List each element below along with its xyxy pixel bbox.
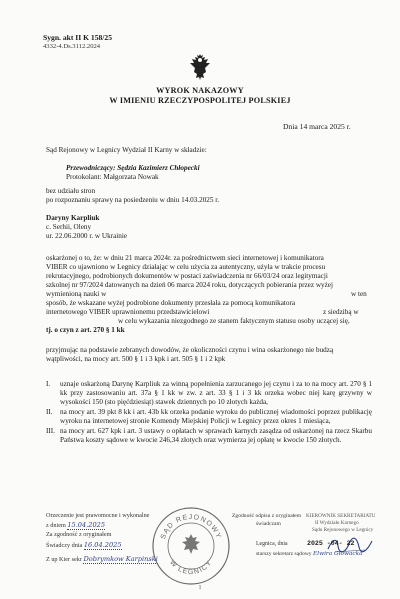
charge-line: oskarżonej o to, że: w dniu 21 marca 2024r. za pośrednictwem sieci internetowej i komunikatora: [46, 254, 324, 262]
hearing-line: po rozpoznaniu sprawy na posiedzeniu w dniu 14.03.2025 r.: [46, 196, 220, 204]
validity-date-handwritten: 15.04.2025: [67, 521, 106, 529]
charge-line: w ten: [351, 290, 367, 298]
certification-date-handwritten: 16.04.2025: [83, 541, 122, 549]
clerk-authorization-prefix: Z up Kier sekr: [46, 556, 82, 563]
copy-compliance-stamp: [232, 512, 301, 520]
charge-article: tj. o czyn z art. 270 § 1 kk: [46, 326, 125, 334]
charge-line: szkolnej nr 97/2024 datowanych na dzień 06 marca 2024 roku, dotyczących pobierania przez wyżej: [46, 281, 333, 289]
document-title: WYROK NAKAZOWY: [156, 86, 244, 95]
validity-note: Orzeczenie jest prawomocne i wykonalne: [46, 512, 150, 519]
validity-date-prefix: z dniem: [46, 522, 66, 529]
verdict-item: [46, 408, 372, 426]
verdict-item-text: na mocy art. 39 pkt 8 kk i art. 43b kk orzeka podanie wyroku do publicznej wiadomości poprzez publikację wyroku na internetowej stronie Komendy Miejskiej Policji w Legnicy przez okres 1 miesiąca,: [60, 408, 372, 425]
verdict-item-text: uznaje oskarżoną Darynę Karpliuk za winną popełnienia zarzucanego jej czynu i za to na mocy art. 270 § 1 kk przy zastosowaniu art. 37a § 1 kk w zw. z art. 33 § 1 i 3 kk orzeka wobec niej karę grzywny w wysokości 150 (sto pięćdziesiąt) stawek dziennych po 10 złotych każda,: [60, 380, 372, 406]
judgment-date: Dnia 14 marca 2025 r.: [283, 122, 351, 131]
certification-date-prefix: Świadczy dnia: [46, 542, 83, 549]
court-intro: Sąd Rejonowy w Legnicy Wydział II Karny w składzie:: [46, 146, 207, 154]
defendant-parents: c. Serhii, Oleny: [46, 223, 92, 231]
stamp-date: 2025 -04- 22: [307, 540, 355, 547]
verdict-item: [46, 427, 372, 445]
verdict-item-number: II.: [46, 408, 53, 416]
verdict-item-number: III.: [46, 427, 55, 435]
case-reference: 4332-4.Ds.3112.2024: [43, 43, 101, 50]
seal-bottom-text: W LEGNICY: [168, 559, 214, 577]
stamp-clerk-title: starszy sekretarz sądowy: [256, 551, 312, 557]
seal-top-text: SĄD REJONOWY: [159, 513, 223, 541]
charge-line: VIBER co ujawniono w Legnicy działając w celu użycia za autentyczny, użyła w trakcie procesu: [46, 263, 326, 271]
stamp-clerk-name: Elwira Głowacka: [313, 551, 363, 557]
svg-text:W LEGNICY: [168, 559, 214, 576]
stamp-location-date: [256, 540, 354, 548]
verdict-items: [46, 380, 372, 446]
basis-line: wątpliwości, na mocy art. 500 § 1 i 3 kpk i art. 505 § 1 i 2 kpk: [46, 355, 226, 363]
certification-date: [46, 541, 122, 550]
stamp-division: II Wydziału Karnego: [315, 520, 359, 526]
validity-date-label: [46, 521, 105, 530]
charge-line: sposób, że wskazane wyżej podrobione dokumenty przesłała za pomocą komunikatora: [46, 299, 296, 307]
verdict-item-number: I.: [46, 380, 51, 388]
copy-compliance-label: Zgodność odpisu z oryginałem: [232, 513, 302, 519]
court-round-seal-icon: [150, 505, 232, 587]
court-clerk: Protokolant: Małgorzata Nowak: [66, 173, 159, 181]
copy-certification: Za zgodność z oryginałem: [46, 531, 112, 538]
case-signature: Sygn. akt II K 158/25: [43, 33, 112, 42]
stamp-court: Sądu Rejonowego w Legnicy: [312, 527, 374, 533]
basis-line: przyjmując na podstawie zebranych dowodów, że okoliczności czynu i wina oskarżonego nie budzą: [46, 346, 334, 354]
stamp-location: Legnica, dnia: [256, 541, 288, 547]
document-subtitle: W IMIENIU RZECZYPOSPOLITEJ POLSKIEJ: [109, 96, 291, 105]
stamp-office-title: KIEROWNIK SEKRETARIATU: [306, 513, 376, 519]
verdict-item: [46, 380, 372, 407]
court-chair: Przewodniczący: Sędzia Kazimierz Chłopecki: [66, 164, 200, 172]
polish-eagle-emblem-icon: [188, 52, 212, 82]
copy-compliance-verb: świadczam: [256, 521, 281, 527]
stamp-clerk-role: [256, 550, 363, 558]
defendant-name: Daryny Karpliuk: [46, 214, 100, 222]
charge-line: z siedzibą w: [323, 308, 359, 316]
verdict-item-text: na mocy art. 627 kpk i art. 3 ustawy o opłatach w sprawach karnych zasądza od oskarżonej na rzecz Skarbu Państwa koszty sądowe w kwocie 246,34 złotych oraz wymierza jej opłatę w kwocie 150 złotych.: [60, 427, 372, 444]
charge-line: internetowego VIBER uprawnionemu przedstawicielowi: [46, 308, 210, 316]
defendant-birth: ur. 22.06.2000 r. w Ukrainie: [46, 232, 128, 240]
clerk-authorization: [46, 555, 158, 564]
charge-line: wymienioną nauki w: [46, 290, 107, 298]
page-number: 1: [198, 585, 202, 591]
clerk-signature-handwritten: Dobrymkow Karpinski: [83, 555, 158, 563]
charge-line: w celu wykazania niezgodnego ze stanem faktycznym statusu osoby uczącej się,: [118, 317, 350, 325]
parties-line: bez udziału stron: [46, 187, 96, 195]
charge-line: rekrutacyjnego, podrobionych dokumentów w postaci zaświadczenia nr 66/03/24 oraz legitymacji: [46, 272, 328, 280]
